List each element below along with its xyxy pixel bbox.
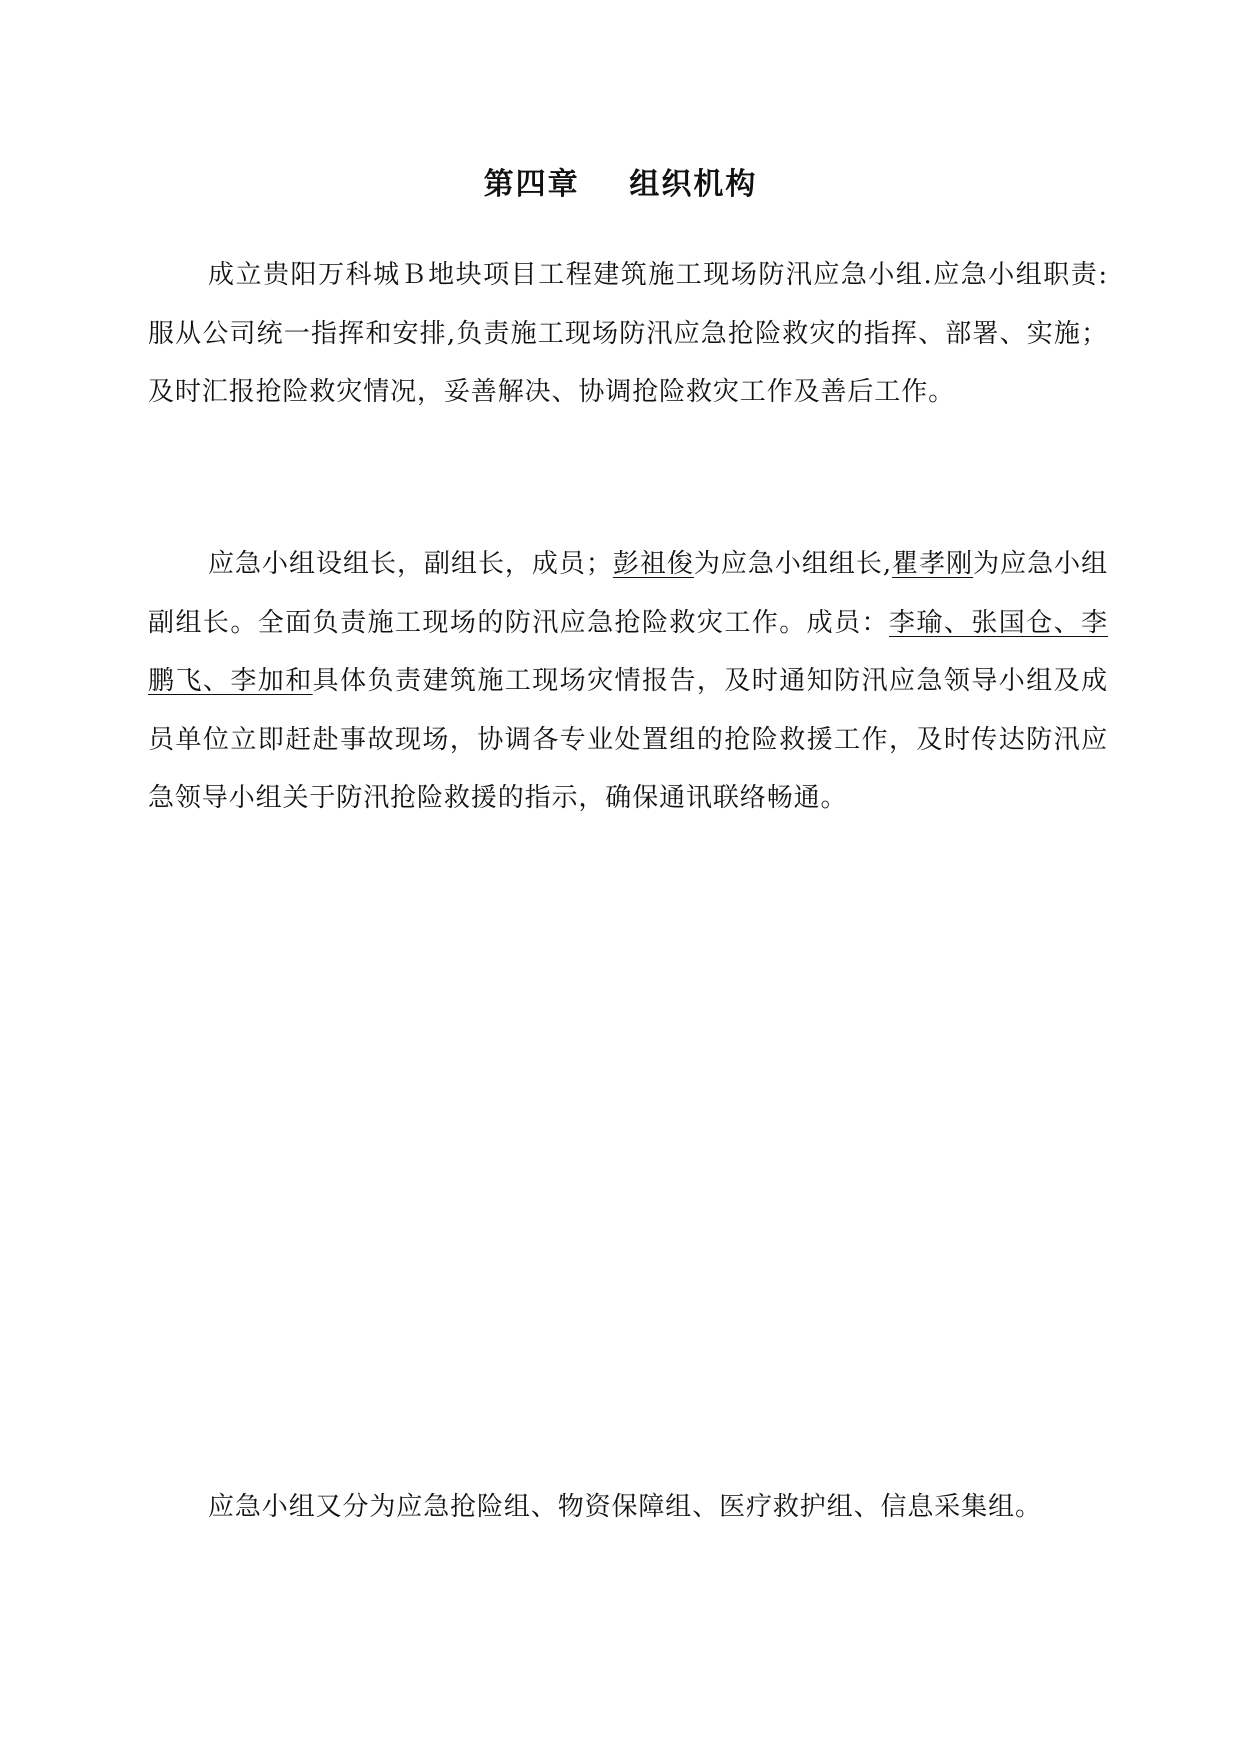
member-names: 李瑜、张国仓、李鹏飞、李加和 [148, 607, 1108, 696]
member-duties: 具体负责建筑施工现场灾情报告，及时通知防汛应急领导小组及成员单位立即赶赴事故现场，协调各专业处置组的抢险救援工作，及时传达防汛应急领导小组关于防汛抢险救援的指示，确保通讯联络畅通。 [148, 666, 1108, 813]
chapter-title: 第四章 组织机构 [483, 167, 758, 202]
paragraph-group-members [148, 535, 1108, 828]
members-intro: 应急小组设组长，副组长，成员； [208, 549, 613, 579]
deputy-leader-name: 瞿孝刚 [892, 549, 974, 579]
paragraph-group-duties: 成立贵阳万科城Ｂ地块项目工程建筑施工现场防汛应急小组.应急小组职责:服从公司统一指挥和安排,负责施工现场防汛应急抢险救灾的指挥、部署、实施；及时汇报抢险救灾情况，妥善解决、协调抢险救灾工作及善后工作。 [148, 260, 1108, 407]
deputy-role: 为应急小组副组长。全面负责施工现场的防汛应急抢险救灾工作。成员： [148, 549, 1108, 638]
leader-name: 彭祖俊 [612, 549, 694, 579]
leader-role: 为应急小组组长, [693, 549, 893, 579]
paragraph-subgroups: 应急小组又分为应急抢险组、物资保障组、医疗救护组、信息采集组。 [208, 1492, 1042, 1522]
